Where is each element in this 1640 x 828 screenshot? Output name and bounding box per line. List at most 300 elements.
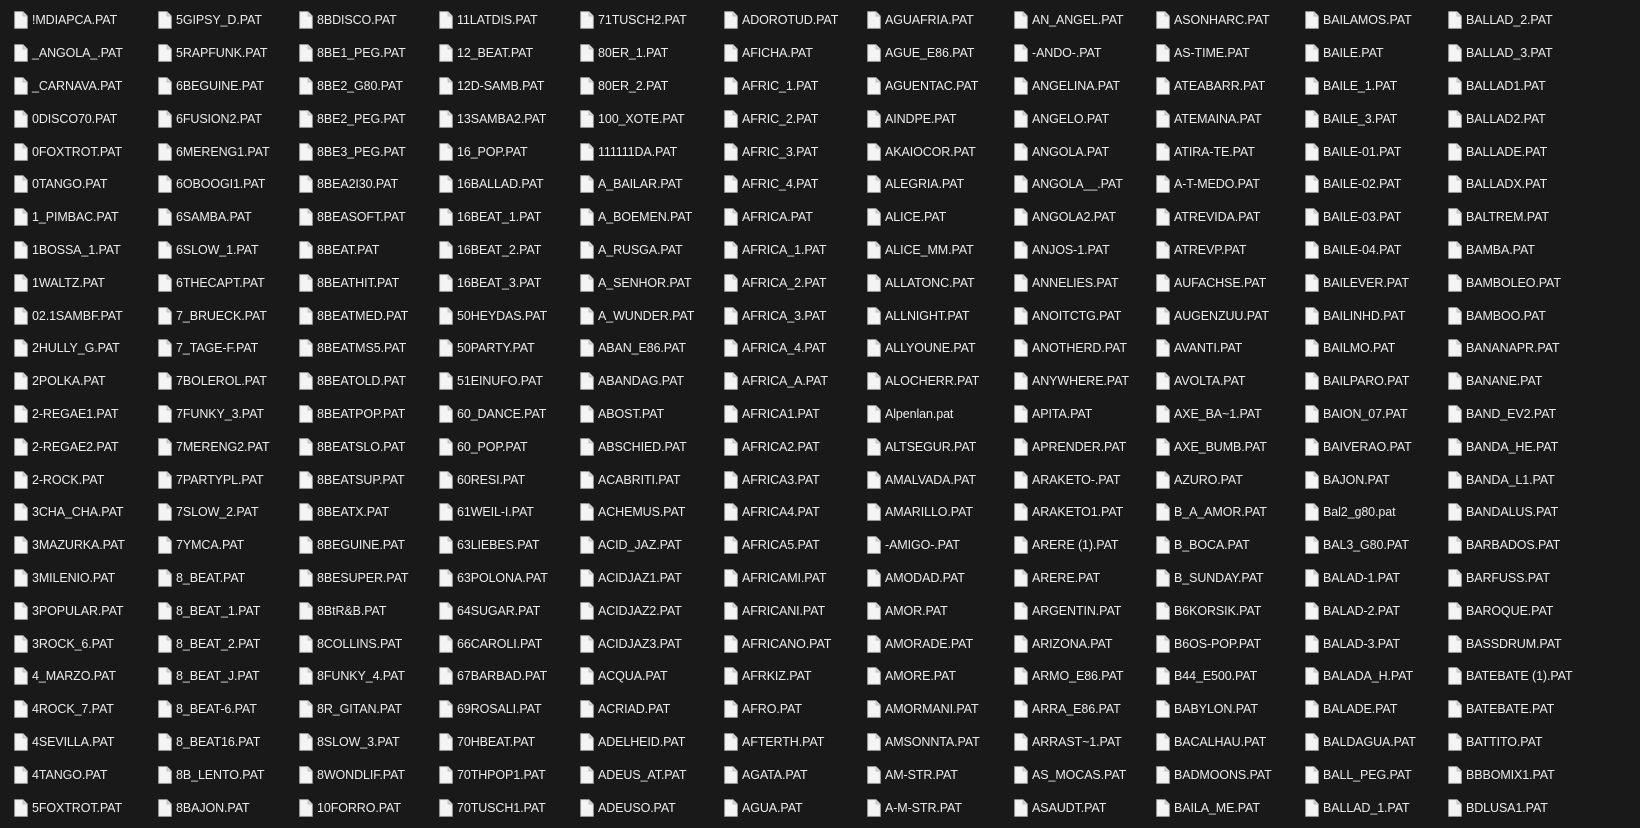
file-item[interactable]	[566, 168, 714, 201]
file-item[interactable]	[1434, 135, 1582, 168]
file-item[interactable]	[710, 4, 858, 37]
file-item[interactable]	[710, 102, 858, 135]
file-item[interactable]	[710, 201, 858, 234]
file-item[interactable]	[853, 234, 1001, 267]
file-item[interactable]	[1434, 627, 1582, 660]
file-item[interactable]	[144, 496, 292, 529]
file-item[interactable]	[1000, 168, 1148, 201]
file-item[interactable]	[425, 299, 573, 332]
file-item[interactable]	[0, 758, 148, 791]
file-item[interactable]	[1291, 37, 1439, 70]
file-item[interactable]	[1434, 791, 1582, 824]
file-item[interactable]	[1291, 562, 1439, 595]
file-name: AVANTI.PAT	[1174, 341, 1243, 356]
file-item[interactable]	[853, 168, 1001, 201]
file-item[interactable]	[144, 234, 292, 267]
file-item[interactable]	[285, 332, 433, 365]
file-item[interactable]	[566, 398, 714, 431]
document-icon	[867, 405, 881, 423]
file-item[interactable]	[566, 660, 714, 693]
file-item[interactable]	[853, 266, 1001, 299]
file-item[interactable]	[285, 791, 433, 824]
file-item[interactable]	[853, 332, 1001, 365]
file-item[interactable]	[1434, 70, 1582, 103]
file-item[interactable]	[144, 726, 292, 759]
file-item[interactable]	[285, 726, 433, 759]
file-item[interactable]	[1142, 693, 1290, 726]
file-item[interactable]	[285, 430, 433, 463]
file-item[interactable]	[566, 791, 714, 824]
file-item[interactable]	[853, 627, 1001, 660]
file-item[interactable]	[1000, 463, 1148, 496]
file-item[interactable]	[0, 693, 148, 726]
file-item[interactable]	[425, 37, 573, 70]
file-item[interactable]	[1142, 562, 1290, 595]
file-item[interactable]	[1291, 726, 1439, 759]
file-item[interactable]	[285, 365, 433, 398]
file-item[interactable]	[144, 693, 292, 726]
file-item[interactable]	[1291, 791, 1439, 824]
file-item[interactable]	[1291, 398, 1439, 431]
document-icon	[1448, 11, 1462, 29]
file-item[interactable]	[710, 168, 858, 201]
file-item[interactable]	[1142, 168, 1290, 201]
file-item[interactable]	[425, 135, 573, 168]
file-item[interactable]	[853, 37, 1001, 70]
file-item[interactable]	[144, 102, 292, 135]
file-item[interactable]	[1291, 234, 1439, 267]
file-item[interactable]	[853, 496, 1001, 529]
file-item[interactable]	[144, 365, 292, 398]
file-item[interactable]	[1434, 430, 1582, 463]
file-item[interactable]	[1291, 168, 1439, 201]
file-item[interactable]	[1142, 37, 1290, 70]
file-name: 2HULLY_G.PAT	[32, 341, 120, 356]
file-item[interactable]	[566, 332, 714, 365]
file-item[interactable]	[710, 299, 858, 332]
file-item[interactable]	[566, 562, 714, 595]
file-item[interactable]	[566, 463, 714, 496]
file-item[interactable]	[566, 201, 714, 234]
file-item[interactable]	[425, 70, 573, 103]
file-item[interactable]	[1000, 70, 1148, 103]
file-item[interactable]	[0, 299, 148, 332]
file-item[interactable]	[566, 266, 714, 299]
file-name: B6KORSIK.PAT	[1174, 603, 1262, 618]
file-item[interactable]	[0, 365, 148, 398]
document-icon	[299, 405, 313, 423]
file-item[interactable]	[1434, 726, 1582, 759]
file-item[interactable]	[285, 201, 433, 234]
file-item[interactable]	[1142, 496, 1290, 529]
document-icon	[158, 339, 172, 357]
file-item[interactable]	[710, 562, 858, 595]
file-item[interactable]	[425, 365, 573, 398]
file-item[interactable]	[710, 529, 858, 562]
file-item[interactable]	[1142, 594, 1290, 627]
file-item[interactable]	[1291, 529, 1439, 562]
file-item[interactable]	[566, 529, 714, 562]
file-item[interactable]	[425, 266, 573, 299]
file-item[interactable]	[1142, 726, 1290, 759]
file-item[interactable]	[0, 529, 148, 562]
file-item[interactable]	[425, 726, 573, 759]
file-item[interactable]	[285, 70, 433, 103]
file-item[interactable]	[1434, 234, 1582, 267]
file-item[interactable]	[1291, 496, 1439, 529]
file-item[interactable]	[425, 332, 573, 365]
file-item[interactable]	[144, 201, 292, 234]
file-item[interactable]	[1291, 4, 1439, 37]
file-item[interactable]	[1142, 529, 1290, 562]
file-item[interactable]	[1434, 365, 1582, 398]
file-item[interactable]	[853, 529, 1001, 562]
file-item[interactable]	[1142, 463, 1290, 496]
file-item[interactable]	[853, 562, 1001, 595]
file-item[interactable]	[144, 463, 292, 496]
file-item[interactable]	[710, 758, 858, 791]
file-item[interactable]	[1000, 660, 1148, 693]
file-item[interactable]	[285, 529, 433, 562]
file-item[interactable]	[1142, 365, 1290, 398]
file-item[interactable]	[425, 594, 573, 627]
file-item[interactable]	[0, 266, 148, 299]
file-item[interactable]	[1142, 398, 1290, 431]
file-item[interactable]	[144, 332, 292, 365]
file-item[interactable]	[566, 135, 714, 168]
file-item[interactable]	[853, 135, 1001, 168]
file-item[interactable]	[1142, 430, 1290, 463]
file-item[interactable]	[285, 758, 433, 791]
file-item[interactable]	[285, 660, 433, 693]
file-item[interactable]	[144, 398, 292, 431]
file-item[interactable]	[425, 693, 573, 726]
file-item[interactable]	[710, 726, 858, 759]
file-item[interactable]	[710, 332, 858, 365]
file-item[interactable]	[1000, 398, 1148, 431]
file-item[interactable]	[1434, 594, 1582, 627]
file-item[interactable]	[710, 463, 858, 496]
file-item[interactable]	[1434, 398, 1582, 431]
file-name: BALAD-3.PAT	[1323, 636, 1400, 651]
file-item[interactable]	[853, 726, 1001, 759]
file-item[interactable]	[144, 135, 292, 168]
file-item[interactable]	[853, 398, 1001, 431]
file-item[interactable]	[853, 299, 1001, 332]
file-item[interactable]	[285, 562, 433, 595]
file-item[interactable]	[0, 201, 148, 234]
file-item[interactable]	[1291, 365, 1439, 398]
file-name: 8BEGUINE.PAT	[317, 538, 405, 553]
file-item[interactable]	[1291, 463, 1439, 496]
file-item[interactable]	[285, 135, 433, 168]
file-item[interactable]	[1434, 562, 1582, 595]
file-item[interactable]	[1434, 299, 1582, 332]
file-item[interactable]	[285, 627, 433, 660]
file-item[interactable]	[1000, 102, 1148, 135]
file-item[interactable]	[0, 660, 148, 693]
file-name: 8BE3_PEG.PAT	[317, 144, 406, 159]
file-item[interactable]	[1291, 693, 1439, 726]
file-item[interactable]	[710, 594, 858, 627]
file-item[interactable]	[285, 168, 433, 201]
file-item[interactable]	[1291, 430, 1439, 463]
file-item[interactable]	[1291, 299, 1439, 332]
file-item[interactable]	[1291, 758, 1439, 791]
file-item[interactable]	[1000, 430, 1148, 463]
file-item[interactable]	[710, 37, 858, 70]
file-item[interactable]	[566, 70, 714, 103]
file-item[interactable]	[0, 168, 148, 201]
file-item[interactable]	[425, 168, 573, 201]
file-item[interactable]	[425, 758, 573, 791]
file-item[interactable]	[566, 4, 714, 37]
file-item[interactable]	[0, 496, 148, 529]
file-item[interactable]	[1142, 201, 1290, 234]
file-item[interactable]	[0, 135, 148, 168]
file-item[interactable]	[285, 37, 433, 70]
file-item[interactable]	[425, 102, 573, 135]
file-item[interactable]	[710, 70, 858, 103]
file-item[interactable]	[425, 463, 573, 496]
file-item[interactable]	[285, 234, 433, 267]
file-item[interactable]	[566, 594, 714, 627]
file-item[interactable]	[0, 70, 148, 103]
file-name: 8B_LENTO.PAT	[176, 767, 265, 782]
file-item[interactable]	[144, 266, 292, 299]
file-item[interactable]	[285, 463, 433, 496]
file-item[interactable]	[144, 594, 292, 627]
file-item[interactable]	[1434, 266, 1582, 299]
file-item[interactable]	[1434, 660, 1582, 693]
file-item[interactable]	[144, 758, 292, 791]
file-item[interactable]	[710, 398, 858, 431]
file-item[interactable]	[1000, 37, 1148, 70]
file-item[interactable]	[1000, 726, 1148, 759]
file-item[interactable]	[1434, 102, 1582, 135]
file-item[interactable]	[710, 266, 858, 299]
file-name: 8WONDLIF.PAT	[317, 767, 405, 782]
file-item[interactable]	[1000, 562, 1148, 595]
file-item[interactable]	[285, 102, 433, 135]
document-icon	[1448, 372, 1462, 390]
file-item[interactable]	[0, 332, 148, 365]
file-name: AFRICA1.PAT	[742, 406, 820, 421]
file-item[interactable]	[1434, 463, 1582, 496]
file-item[interactable]	[1142, 102, 1290, 135]
file-item[interactable]	[566, 496, 714, 529]
file-item[interactable]	[566, 430, 714, 463]
file-item[interactable]	[710, 693, 858, 726]
file-item[interactable]	[566, 726, 714, 759]
file-item[interactable]	[853, 4, 1001, 37]
file-item[interactable]	[566, 234, 714, 267]
file-item[interactable]	[425, 791, 573, 824]
file-item[interactable]	[285, 4, 433, 37]
file-item[interactable]	[566, 758, 714, 791]
file-item[interactable]	[853, 758, 1001, 791]
file-name: AGUA.PAT	[742, 800, 803, 815]
file-item[interactable]	[425, 430, 573, 463]
file-item[interactable]	[710, 365, 858, 398]
file-item[interactable]	[1291, 266, 1439, 299]
file-item[interactable]	[1434, 332, 1582, 365]
file-item[interactable]	[285, 693, 433, 726]
file-item[interactable]	[710, 496, 858, 529]
file-item[interactable]	[1142, 332, 1290, 365]
file-item[interactable]	[0, 37, 148, 70]
file-item[interactable]	[1291, 135, 1439, 168]
file-item[interactable]	[566, 693, 714, 726]
file-item[interactable]	[0, 4, 148, 37]
file-item[interactable]	[1291, 332, 1439, 365]
file-item[interactable]	[566, 102, 714, 135]
file-item[interactable]	[0, 463, 148, 496]
file-item[interactable]	[144, 70, 292, 103]
file-name: _CARNAVA.PAT	[32, 78, 123, 93]
file-item[interactable]	[1000, 332, 1148, 365]
file-item[interactable]	[1000, 758, 1148, 791]
file-item[interactable]	[1000, 496, 1148, 529]
file-name: 8_BEAT_J.PAT	[176, 669, 260, 684]
file-item[interactable]	[1000, 4, 1148, 37]
file-item[interactable]	[1000, 627, 1148, 660]
file-item[interactable]	[1291, 201, 1439, 234]
file-item[interactable]	[425, 562, 573, 595]
file-item[interactable]	[1434, 4, 1582, 37]
file-item[interactable]	[710, 135, 858, 168]
file-item[interactable]	[853, 791, 1001, 824]
file-item[interactable]	[853, 463, 1001, 496]
document-icon	[439, 766, 453, 784]
file-item[interactable]	[1000, 135, 1148, 168]
file-item[interactable]	[1142, 627, 1290, 660]
file-name: 4ROCK_7.PAT	[32, 702, 114, 717]
file-item[interactable]	[1000, 234, 1148, 267]
file-item[interactable]	[1291, 594, 1439, 627]
file-item[interactable]	[144, 4, 292, 37]
file-item[interactable]	[710, 627, 858, 660]
file-item[interactable]	[1291, 70, 1439, 103]
file-item[interactable]	[1434, 529, 1582, 562]
file-item[interactable]	[1434, 758, 1582, 791]
file-item[interactable]	[1142, 758, 1290, 791]
file-item[interactable]	[853, 201, 1001, 234]
file-item[interactable]	[853, 594, 1001, 627]
file-item[interactable]	[1291, 660, 1439, 693]
file-item[interactable]	[1434, 168, 1582, 201]
file-item[interactable]	[144, 430, 292, 463]
file-name: ACIDJAZ3.PAT	[598, 636, 682, 651]
file-item[interactable]	[1142, 234, 1290, 267]
file-item[interactable]	[425, 660, 573, 693]
file-item[interactable]	[566, 299, 714, 332]
file-item[interactable]	[1142, 299, 1290, 332]
file-item[interactable]	[710, 430, 858, 463]
file-item[interactable]	[1000, 693, 1148, 726]
file-item[interactable]	[710, 660, 858, 693]
file-item[interactable]	[566, 365, 714, 398]
file-item[interactable]	[710, 791, 858, 824]
file-item[interactable]	[425, 4, 573, 37]
file-item[interactable]	[144, 791, 292, 824]
file-item[interactable]	[144, 627, 292, 660]
file-item[interactable]	[0, 430, 148, 463]
file-item[interactable]	[566, 627, 714, 660]
file-item[interactable]	[1142, 135, 1290, 168]
file-item[interactable]	[285, 594, 433, 627]
document-icon	[1305, 733, 1319, 751]
file-item[interactable]	[144, 529, 292, 562]
file-item[interactable]	[1000, 529, 1148, 562]
file-item[interactable]	[1000, 201, 1148, 234]
file-name: BABYLON.PAT	[1174, 702, 1258, 717]
file-item[interactable]	[853, 660, 1001, 693]
file-item[interactable]	[1434, 496, 1582, 529]
file-item[interactable]	[425, 496, 573, 529]
file-item[interactable]	[285, 266, 433, 299]
file-item[interactable]	[1000, 299, 1148, 332]
file-item[interactable]	[1142, 660, 1290, 693]
file-item[interactable]	[1142, 791, 1290, 824]
file-item[interactable]	[0, 594, 148, 627]
file-name: BANANE.PAT	[1466, 374, 1543, 389]
file-item[interactable]	[144, 299, 292, 332]
file-item[interactable]	[1142, 70, 1290, 103]
file-item[interactable]	[1434, 37, 1582, 70]
file-item[interactable]	[1000, 791, 1148, 824]
file-item[interactable]	[1142, 4, 1290, 37]
file-item[interactable]	[0, 234, 148, 267]
file-name: AM-STR.PAT	[885, 767, 958, 782]
file-item[interactable]	[853, 430, 1001, 463]
file-item[interactable]	[1434, 693, 1582, 726]
file-item[interactable]	[0, 102, 148, 135]
file-item[interactable]	[144, 168, 292, 201]
file-name: ARERE.PAT	[1032, 570, 1101, 585]
file-item[interactable]	[425, 529, 573, 562]
file-item[interactable]	[1000, 594, 1148, 627]
file-item[interactable]	[425, 627, 573, 660]
file-item[interactable]	[425, 201, 573, 234]
file-item[interactable]	[566, 37, 714, 70]
file-item[interactable]	[144, 660, 292, 693]
file-item[interactable]	[0, 726, 148, 759]
file-item[interactable]	[1142, 266, 1290, 299]
file-item[interactable]	[285, 398, 433, 431]
file-item[interactable]	[1291, 627, 1439, 660]
file-item[interactable]	[710, 234, 858, 267]
file-item[interactable]	[1291, 102, 1439, 135]
file-item[interactable]	[285, 496, 433, 529]
file-item[interactable]	[0, 791, 148, 824]
file-item[interactable]	[285, 299, 433, 332]
file-item[interactable]	[1000, 266, 1148, 299]
file-item[interactable]	[425, 234, 573, 267]
file-item[interactable]	[1434, 201, 1582, 234]
file-item[interactable]	[853, 102, 1001, 135]
file-item[interactable]	[853, 693, 1001, 726]
file-item[interactable]	[0, 398, 148, 431]
file-item[interactable]	[425, 398, 573, 431]
file-item[interactable]	[144, 37, 292, 70]
file-item[interactable]	[0, 562, 148, 595]
file-item[interactable]	[853, 365, 1001, 398]
file-item[interactable]	[144, 562, 292, 595]
file-item[interactable]	[0, 627, 148, 660]
file-item[interactable]	[1000, 365, 1148, 398]
file-item[interactable]	[853, 70, 1001, 103]
